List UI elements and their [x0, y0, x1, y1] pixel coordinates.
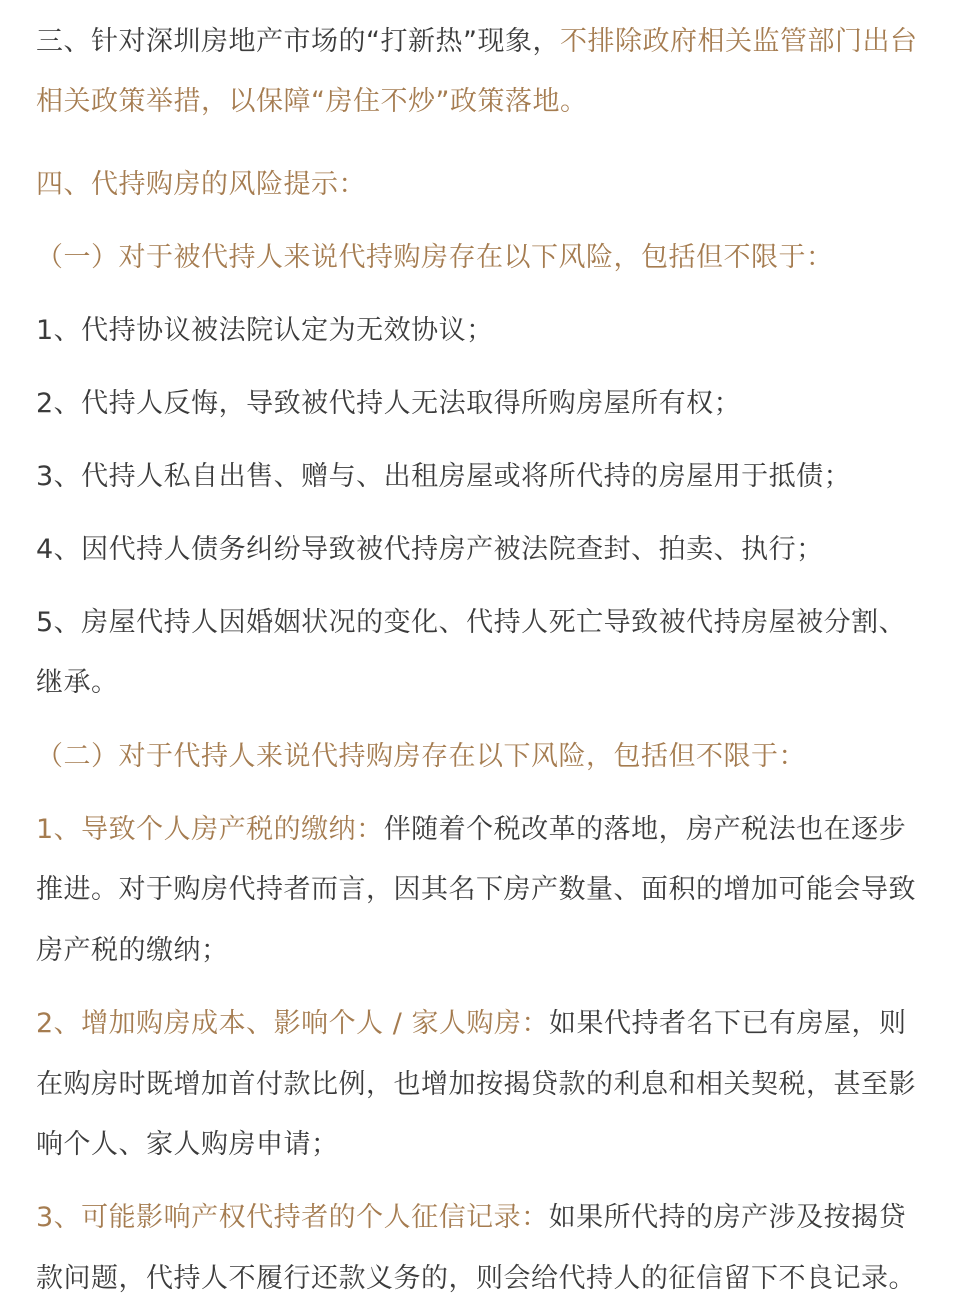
part2-item-1-title: 1、导致个人房产税的缴纳： — [36, 814, 384, 845]
part1-item-5-cont: 继承。 — [36, 667, 119, 698]
part2-item-1-line3: 房产税的缴纳； — [36, 935, 229, 966]
section3-line1 — [36, 22, 917, 62]
part1-item-5: 5、房屋代持人因婚姻状况的变化、代持人死亡导致被代持房屋被分割、 — [36, 607, 907, 638]
part2-item-1-text: 伴随着个税改革的落地，房产税法也在逐步 — [383, 814, 907, 845]
section3-text: 三、针对深圳房地产市场的“打新热”现象， — [36, 26, 560, 57]
part2-heading: （二）对于代持人来说代持购房存在以下风险，包括但不限于： — [36, 741, 806, 772]
section3-line2: 相关政策举措，以保障“房住不炒”政策落地。 — [36, 86, 588, 117]
part2-item-1-line2: 推进。对于购房代持者而言，因其名下房产数量、面积的增加可能会导致 — [36, 874, 916, 905]
part1-item-4: 4、因代持人债务纠纷导致被代持房产被法院查封、拍卖、执行； — [36, 534, 824, 565]
part2-item-2-title: 2、增加购房成本、影响个人 / 家人购房： — [36, 1008, 549, 1039]
part2-item-2-line1 — [36, 1004, 917, 1044]
part1-item-3: 3、代持人私自出售、赠与、出租房屋或将所代持的房屋用于抵债； — [36, 461, 852, 492]
part2-item-3-line1 — [36, 1198, 917, 1238]
part2-item-3-line2: 款问题，代持人不履行还款义务的，则会给代持人的征信留下不良记录。 — [36, 1263, 916, 1294]
part2-item-2-text: 如果代持者名下已有房屋，则 — [548, 1008, 907, 1039]
section3-highlight: 不排除政府相关监管部门出台 — [559, 26, 918, 57]
part1-item-2: 2、代持人反悔，导致被代持人无法取得所购房屋所有权； — [36, 388, 742, 419]
section4-heading: 四、代持购房的风险提示： — [36, 169, 366, 200]
part1-item-1: 1、代持协议被法院认定为无效协议； — [36, 315, 494, 346]
part2-item-1-line1 — [36, 810, 917, 850]
part2-item-2-line2: 在购房时既增加首付款比例，也增加按揭贷款的利息和相关契税，甚至影 — [36, 1069, 916, 1100]
part2-item-2-line3: 响个人、家人购房申请； — [36, 1129, 339, 1160]
part1-heading: （一）对于被代持人来说代持购房存在以下风险，包括但不限于： — [36, 242, 834, 273]
part2-item-3-text: 如果所代持的房产涉及按揭贷 — [548, 1202, 907, 1233]
part2-item-3-title: 3、可能影响产权代持者的个人征信记录： — [36, 1202, 549, 1233]
